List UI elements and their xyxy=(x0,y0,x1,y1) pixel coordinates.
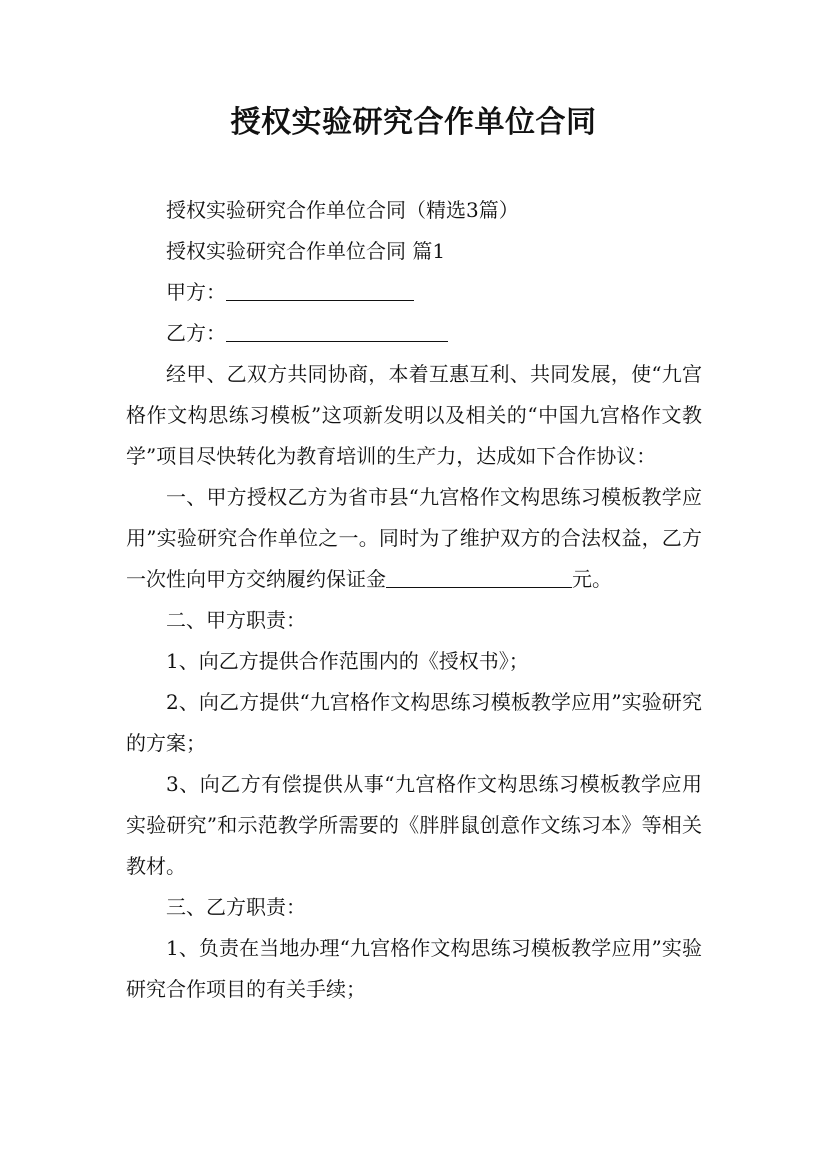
deposit-blank xyxy=(386,563,572,588)
document-title: 授权实验研究合作单位合同 xyxy=(230,105,597,140)
subtitle-line: 授权实验研究合作单位合同（精选3篇） xyxy=(166,198,519,222)
party-a-label: 甲方： xyxy=(166,280,226,304)
party-b-line xyxy=(126,313,702,354)
party-a-blank xyxy=(226,276,414,301)
party-b-label: 乙方： xyxy=(166,321,226,345)
clause-1-suffix: 元。 xyxy=(572,567,612,591)
document-body xyxy=(126,190,702,1010)
section-2-item-3: 3、向乙方有偿提供从事“九宫格作文构思练习模板教学应用实验研究”和示范教学所需要的《胖胖鼠创意作文练习本》等相关教材。 xyxy=(126,772,702,878)
part-heading: 授权实验研究合作单位合同 篇1 xyxy=(166,239,446,263)
section-3-item-1: 1、负责在当地办理“九宫格作文构思练习模板教学应用”实验研究合作项目的有关手续； xyxy=(126,936,702,1001)
clause-1-text: 一、甲方授权乙方为省市县“九宫格作文构思练习模板教学应用”实验研究合作单位之一。同时为了维护双方的合法权益，乙方一次性向甲方交纳履约保证金 xyxy=(126,485,702,591)
clause-1-paragraph xyxy=(126,477,702,600)
section-3-heading: 三、乙方职责： xyxy=(166,895,306,919)
section-2-item-1: 1、向乙方提供合作范围内的《授权书》； xyxy=(166,649,529,673)
section-2-item-2: 2、向乙方提供“九宫格作文构思练习模板教学应用”实验研究的方案； xyxy=(126,690,702,755)
intro-paragraph: 经甲、乙双方共同协商，本着互惠互利、共同发展，使“九宫格作文构思练习模板”这项新发明以及相关的“中国九宫格作文教学”项目尽快转化为教育培训的生产力，达成如下合作协议： xyxy=(126,362,702,468)
section-2-heading: 二、甲方职责： xyxy=(166,608,306,632)
party-b-blank xyxy=(226,317,448,342)
party-a-line xyxy=(126,272,702,313)
